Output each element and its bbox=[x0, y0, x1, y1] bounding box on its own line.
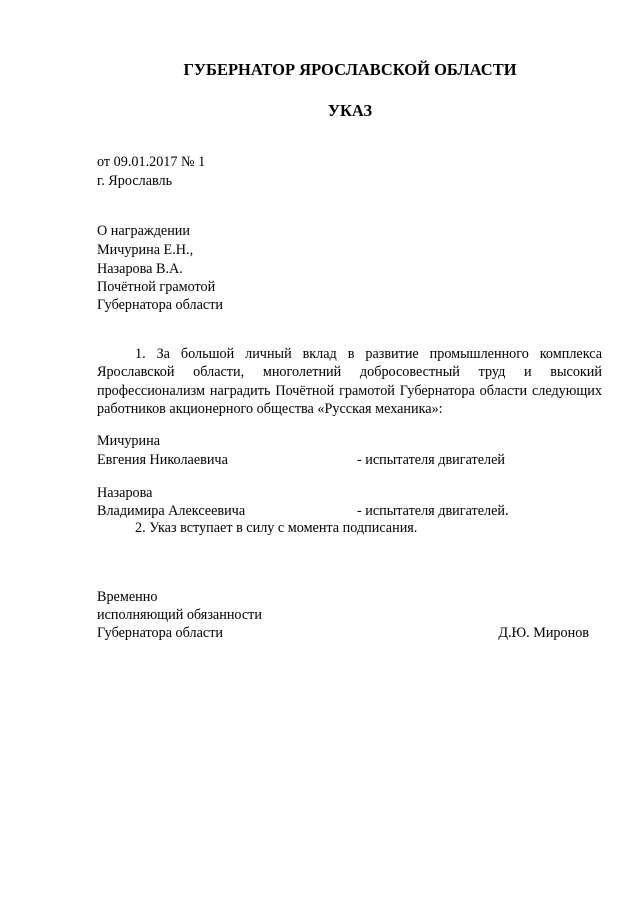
subject-line: О награждении bbox=[97, 223, 190, 239]
document-type: УКАЗ bbox=[327, 101, 373, 120]
issuing-authority: ГУБЕРНАТОР ЯРОСЛАВСКОЙ ОБЛАСТИ bbox=[183, 60, 517, 79]
awardee-surname: Мичурина bbox=[97, 433, 161, 449]
awardee-position: - испытателя двигателей. bbox=[357, 503, 509, 519]
signer-name: Д.Ю. Миронов bbox=[498, 625, 589, 641]
signer-title-line: Временно bbox=[97, 589, 158, 605]
signer-title-line: исполняющий обязанности bbox=[97, 607, 262, 623]
city: г. Ярославль bbox=[97, 173, 173, 189]
subject-line: Назарова В.А. bbox=[97, 261, 183, 277]
decree-item-1 bbox=[97, 345, 602, 418]
decree-item-1-text: 1. За большой личный вклад в развитие промышленного комплекса Ярославской области, многолетний добросовестный труд и высокий профессионализм наградить Почётной грамотой Губернатора области следующих работников акционерного общества «Русская механика»: bbox=[97, 346, 602, 417]
decree-item-2: 2. Указ вступает в силу с момента подписания. bbox=[135, 520, 418, 536]
awardee-position: - испытателя двигателей bbox=[357, 452, 505, 468]
awardee-given-names: Владимира Алексеевича bbox=[97, 503, 246, 519]
awardee-given-names: Евгения Николаевича bbox=[97, 452, 228, 468]
date-number: от 09.01.2017 № 1 bbox=[97, 154, 206, 170]
subject-line: Почётной грамотой bbox=[97, 279, 216, 295]
subject-line: Губернатора области bbox=[97, 297, 223, 313]
awardee-surname: Назарова bbox=[97, 485, 153, 501]
subject-line: Мичурина Е.Н., bbox=[97, 242, 194, 258]
signer-title-line: Губернатора области bbox=[97, 625, 223, 641]
